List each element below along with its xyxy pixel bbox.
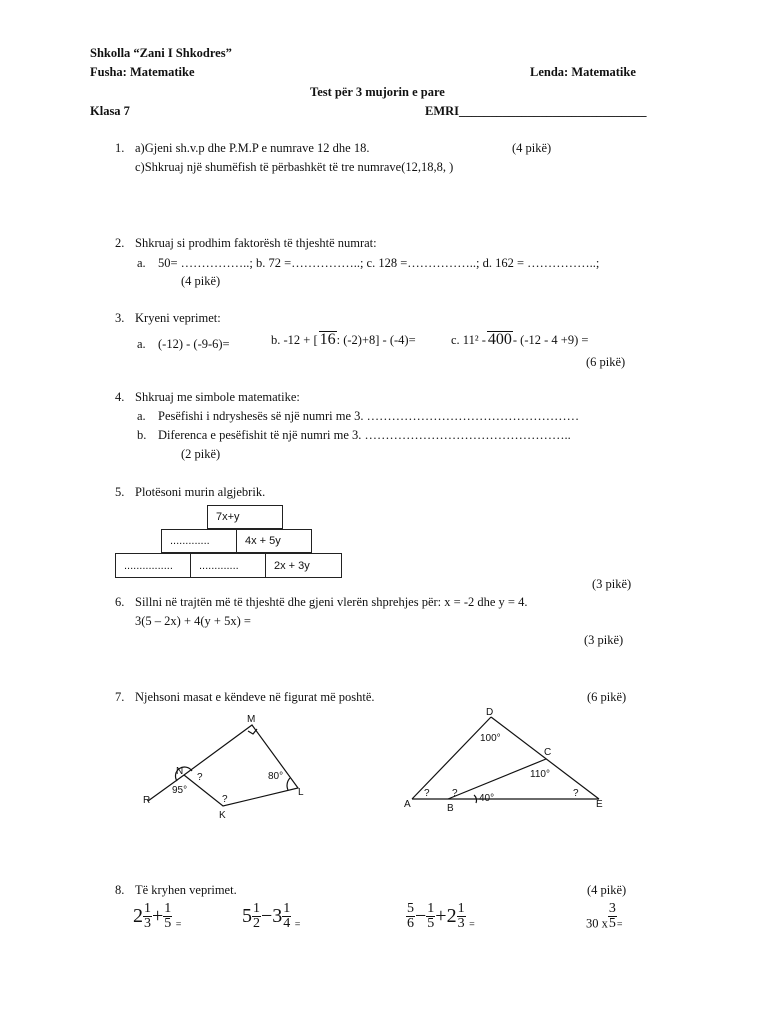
- q1-number: 1.: [115, 141, 125, 155]
- wall-mid-left-brick: .............: [161, 529, 237, 553]
- label-C: C: [544, 747, 552, 758]
- e1-frac-2: $\frac{1}{5}$: [164, 901, 172, 931]
- angle-100: 100°: [480, 733, 501, 744]
- q4-b-text: Diferenca e pesëfishit të një numri me 3. …………………………………………..: [158, 428, 571, 442]
- q1-line-a: a)Gjeni sh.v.p dhe P.M.P e numrave 12 dhe 18.: [135, 141, 370, 155]
- label-K: K: [219, 810, 226, 821]
- q7-points: (6 pikë): [587, 690, 627, 704]
- class-label: Klasa 7: [90, 104, 130, 118]
- wall-bot-right-brick: 2x + 3y: [265, 553, 342, 578]
- q8-text: Të kryhen veprimet.: [135, 883, 237, 897]
- fig1-right-angle-mark: [248, 729, 257, 734]
- q4-number: 4.: [115, 390, 125, 404]
- angle-80: 80°: [268, 771, 284, 782]
- q3-b-start: b. -12 + [: [271, 333, 318, 347]
- fig2-line-de: [491, 717, 599, 799]
- q3-text: Kryeni veprimet:: [135, 311, 221, 325]
- q4-points: (2 pikë): [181, 447, 221, 461]
- angle-95: 95°: [172, 785, 188, 796]
- test-title: Test për 3 mujorin e pare: [310, 85, 445, 99]
- q2-a-label: a.: [137, 256, 146, 270]
- q1-line-c: c)Shkruaj një shumëfish të përbashkët të tre numrave(12,18,8, ): [135, 160, 454, 174]
- label-E: E: [596, 799, 603, 810]
- q7-number: 7.: [115, 690, 125, 704]
- label-M: M: [247, 714, 256, 725]
- q2-number: 2.: [115, 236, 125, 250]
- q7-text: Njehsoni masat e këndeve në figurat më poshtë.: [135, 690, 375, 704]
- q5-points: (3 pikë): [592, 577, 632, 591]
- e3-equals: =: [469, 919, 475, 931]
- q2-items: 50= ……………..; b. 72 =……………..; c. 128 =……………..; d. 162 = ……………..;: [158, 256, 600, 270]
- e2-whole-1: 5: [242, 905, 252, 927]
- q8-number: 8.: [115, 883, 125, 897]
- e4-lead: 30 x: [586, 916, 608, 931]
- q3-b-expr: [271, 331, 416, 348]
- q5-number: 5.: [115, 485, 125, 499]
- school-name: Shkolla “Zani I Shkodres”: [90, 46, 232, 60]
- e2-frac-1: $\frac{1}{2}$: [253, 901, 260, 931]
- label-A: A: [404, 799, 411, 810]
- wall-bot-mid-brick: .............: [190, 553, 266, 578]
- e3-op-1: −: [415, 905, 427, 927]
- field-label: Fusha: Matematike: [90, 65, 195, 79]
- e3-frac-2: $\frac{1}{5}$: [427, 901, 435, 931]
- e2-op: −: [261, 905, 273, 927]
- q8-expr-2: [242, 902, 300, 931]
- fig1-arc-l: [287, 778, 290, 790]
- q2-text: Shkruaj si prodhim faktorësh të thjeshtë numrat:: [135, 236, 377, 250]
- angle-110: 110°: [530, 769, 550, 780]
- angle-40: 40°: [479, 793, 495, 804]
- fig1-unknown-2: ?: [222, 794, 228, 805]
- q5-text: Plotësoni murin algjebrik.: [135, 485, 266, 499]
- q6-number: 6.: [115, 595, 125, 609]
- e4-equals: =: [616, 919, 623, 931]
- quadrilateral-figure: [140, 708, 320, 823]
- triangle-figure: [400, 703, 615, 818]
- q6-text: Sillni në trajtën më të thjeshtë dhe gjeni vlerën shprehjes për: x = -2 dhe y = 4.: [135, 595, 528, 609]
- q3-c-end: - (-12 - 4 +9) =: [512, 333, 589, 347]
- q4-a-label: a.: [137, 409, 146, 423]
- q6-points: (3 pikë): [584, 633, 624, 647]
- e1-equals: =: [175, 919, 182, 931]
- fig2-unknown-2: ?: [452, 788, 458, 799]
- label-R: R: [143, 795, 151, 806]
- q3-a-expr: (-12) - (-9-6)=: [158, 337, 230, 351]
- label-B: B: [447, 803, 454, 814]
- e4-frac: $\frac{3}{5}$: [608, 901, 616, 931]
- q8-expr-4: [586, 902, 623, 931]
- wall-mid-right-brick: 4x + 5y: [236, 529, 312, 553]
- q3-number: 3.: [115, 311, 125, 325]
- wall-top-brick: 7x+y: [207, 505, 283, 529]
- fig2-unknown-1: ?: [424, 788, 430, 799]
- q3-c-start: c. 11² -: [451, 333, 486, 347]
- q1-points: (4 pikë): [512, 141, 552, 155]
- q3-b-end: : (-2)+8] - (-4)=: [336, 333, 416, 347]
- label-L: L: [298, 787, 304, 798]
- wall-bot-left-brick: ................: [115, 553, 191, 578]
- label-N: N: [176, 766, 184, 777]
- fig2-unknown-3: ?: [573, 788, 579, 799]
- q4-b-label: b.: [137, 428, 147, 442]
- label-D: D: [486, 707, 494, 718]
- e3-op-2: +: [435, 905, 447, 927]
- q3-a-label: a.: [137, 337, 146, 351]
- e3-whole: 2: [446, 905, 457, 927]
- e1-op: +: [152, 905, 164, 927]
- q3-b-sqrt: 16: [319, 331, 336, 348]
- name-field: EMRI______________________________: [425, 104, 647, 118]
- e2-whole-2: 3: [272, 905, 283, 927]
- q3-c-expr: [451, 331, 588, 348]
- e2-frac-2: $\frac{1}{4}$: [283, 901, 291, 931]
- q6-expr: 3(5 – 2x) + 4(y + 5x) =: [135, 614, 251, 628]
- q2-points: (4 pikë): [181, 274, 221, 288]
- q4-text: Shkruaj me simbole matematike:: [135, 390, 300, 404]
- q8-points: (4 pikë): [587, 883, 627, 897]
- e1-whole: 2: [133, 905, 143, 927]
- e1-frac-1: $\frac{1}{3}$: [144, 901, 151, 931]
- fig1-unknown-1: ?: [197, 772, 203, 783]
- e2-equals: =: [294, 919, 301, 931]
- subject-label: Lenda: Matematike: [530, 65, 636, 79]
- e3-frac-3: $\frac{1}{3}$: [457, 901, 465, 931]
- q8-expr-1: [133, 902, 181, 931]
- q8-expr-3: [406, 902, 475, 931]
- e3-frac-1: $\frac{5}{6}$: [407, 901, 414, 931]
- q3-points: (6 pikë): [586, 355, 626, 369]
- q3-c-sqrt: 400: [487, 331, 512, 348]
- q4-a-text: Pesëfishi i ndryshesës së një numri me 3. ……………………………………………: [158, 409, 580, 423]
